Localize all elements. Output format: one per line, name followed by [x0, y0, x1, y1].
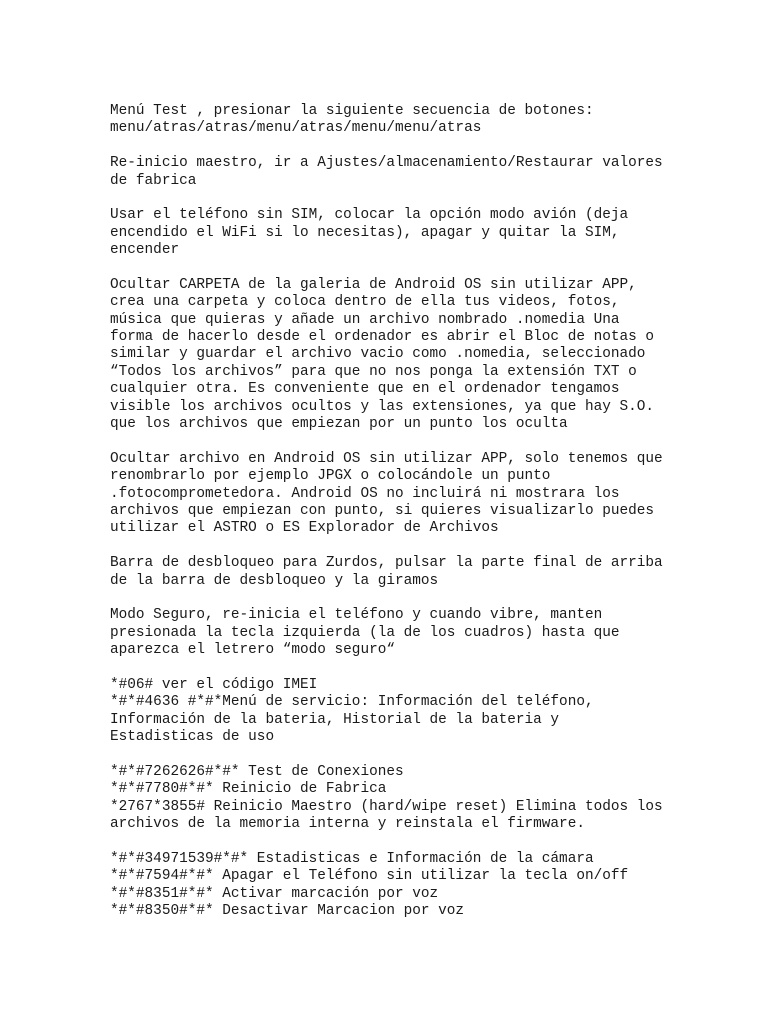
text-line: Menú Test , presionar la siguiente secuencia de botones: — [110, 103, 594, 119]
text-line: Re-inicio maestro, ir a Ajustes/almacenamiento/Restaurar valores — [110, 155, 663, 172]
text-line: *#*#34971539#*#* Estadisticas e Información de la cámara — [110, 850, 594, 867]
text-line: archivos de la memoria interna y reinstala el firmware. — [110, 816, 585, 833]
paragraph-master-reset — [110, 155, 760, 190]
text-line: *2767*3855# Reinicio Maestro (hard/wipe reset) Elimina todos los — [110, 798, 663, 815]
paragraph-imei-codes — [110, 677, 760, 747]
text-line: archivos que empiezan con punto, si quieres visualizarlo puedes — [110, 502, 655, 519]
paragraph-safe-mode — [110, 607, 760, 659]
text-line: de la barra de desbloqueo y la giramos — [110, 572, 439, 589]
paragraph-camera-voice-codes — [110, 851, 760, 921]
text-line: Usar el teléfono sin SIM, colocar la opción modo avión (deja — [110, 207, 629, 224]
text-line: similar y guardar el archivo vacio como .nomedia, seleccionado — [110, 346, 646, 363]
text-line: *#*#8350#*#* Desactivar Marcacion por voz — [110, 902, 465, 919]
text-line: *#*#4636 #*#*Menú de servicio: Información del teléfono, — [110, 694, 594, 711]
document-body — [110, 103, 760, 938]
text-line: crea una carpeta y coloca dentro de ella tus videos, fotos, — [110, 294, 620, 311]
text-line: visible los archivos ocultos y las extensiones, ya que hay S.O. — [110, 398, 655, 415]
paragraph-hide-folder — [110, 277, 760, 434]
text-line: Ocultar archivo en Android OS sin utilizar APP, solo tenemos que — [110, 450, 663, 467]
text-line: renombrarlo por ejemplo JPGX o colocándole un punto — [110, 468, 551, 485]
text-line: de fabrica — [110, 172, 197, 189]
text-line: Barra de desbloqueo para Zurdos, pulsar la parte final de arriba — [110, 555, 663, 572]
text-line: Información de la bateria, Historial de la bateria y — [110, 711, 560, 728]
text-line: “Todos los archivos” para que no nos ponga la extensión TXT o — [110, 363, 637, 380]
text-line: Estadisticas de uso — [110, 729, 275, 746]
paragraph-unlock-bar — [110, 555, 760, 590]
text-line: encendido el WiFi si lo necesitas), apagar y quitar la SIM, — [110, 224, 620, 241]
text-line: *#*#8351#*#* Activar marcación por voz — [110, 885, 439, 902]
paragraph-hide-file — [110, 451, 760, 538]
text-line: *#*#7594#*#* Apagar el Teléfono sin utilizar la tecla on/off — [110, 868, 629, 885]
text-line: *#*#7262626#*#* Test de Conexiones — [110, 763, 404, 780]
paragraph-menu-test — [110, 103, 760, 138]
paragraph-reset-codes — [110, 764, 760, 834]
text-line: utilizar el ASTRO o ES Explorador de Archivos — [110, 520, 499, 537]
text-line: presionada la tecla izquierda (la de los cuadros) hasta que — [110, 624, 620, 641]
text-line: forma de hacerlo desde el ordenador es abrir el Bloc de notas o — [110, 329, 655, 346]
text-line: *#06# ver el código IMEI — [110, 676, 318, 693]
text-line: Modo Seguro, re-inicia el teléfono y cuando vibre, manten — [110, 607, 603, 624]
paragraph-no-sim — [110, 207, 760, 259]
text-line: aparezca el letrero “modo seguro“ — [110, 642, 395, 659]
text-line: que los archivos que empiezan por un punto los oculta — [110, 416, 568, 433]
text-line: Ocultar CARPETA de la galeria de Android OS sin utilizar APP, — [110, 276, 637, 293]
text-line: *#*#7780#*#* Reinicio de Fabrica — [110, 781, 387, 798]
text-line: música que quieras y añade un archivo nombrado .nomedia Una — [110, 311, 620, 328]
text-line: cualquier otra. Es conveniente que en el ordenador tengamos — [110, 381, 620, 398]
text-line: encender — [110, 242, 180, 259]
text-line: .fotocomprometedora. Android OS no incluirá ni mostrara los — [110, 485, 620, 502]
text-line: menu/atras/atras/menu/atras/menu/menu/atras — [110, 120, 482, 137]
